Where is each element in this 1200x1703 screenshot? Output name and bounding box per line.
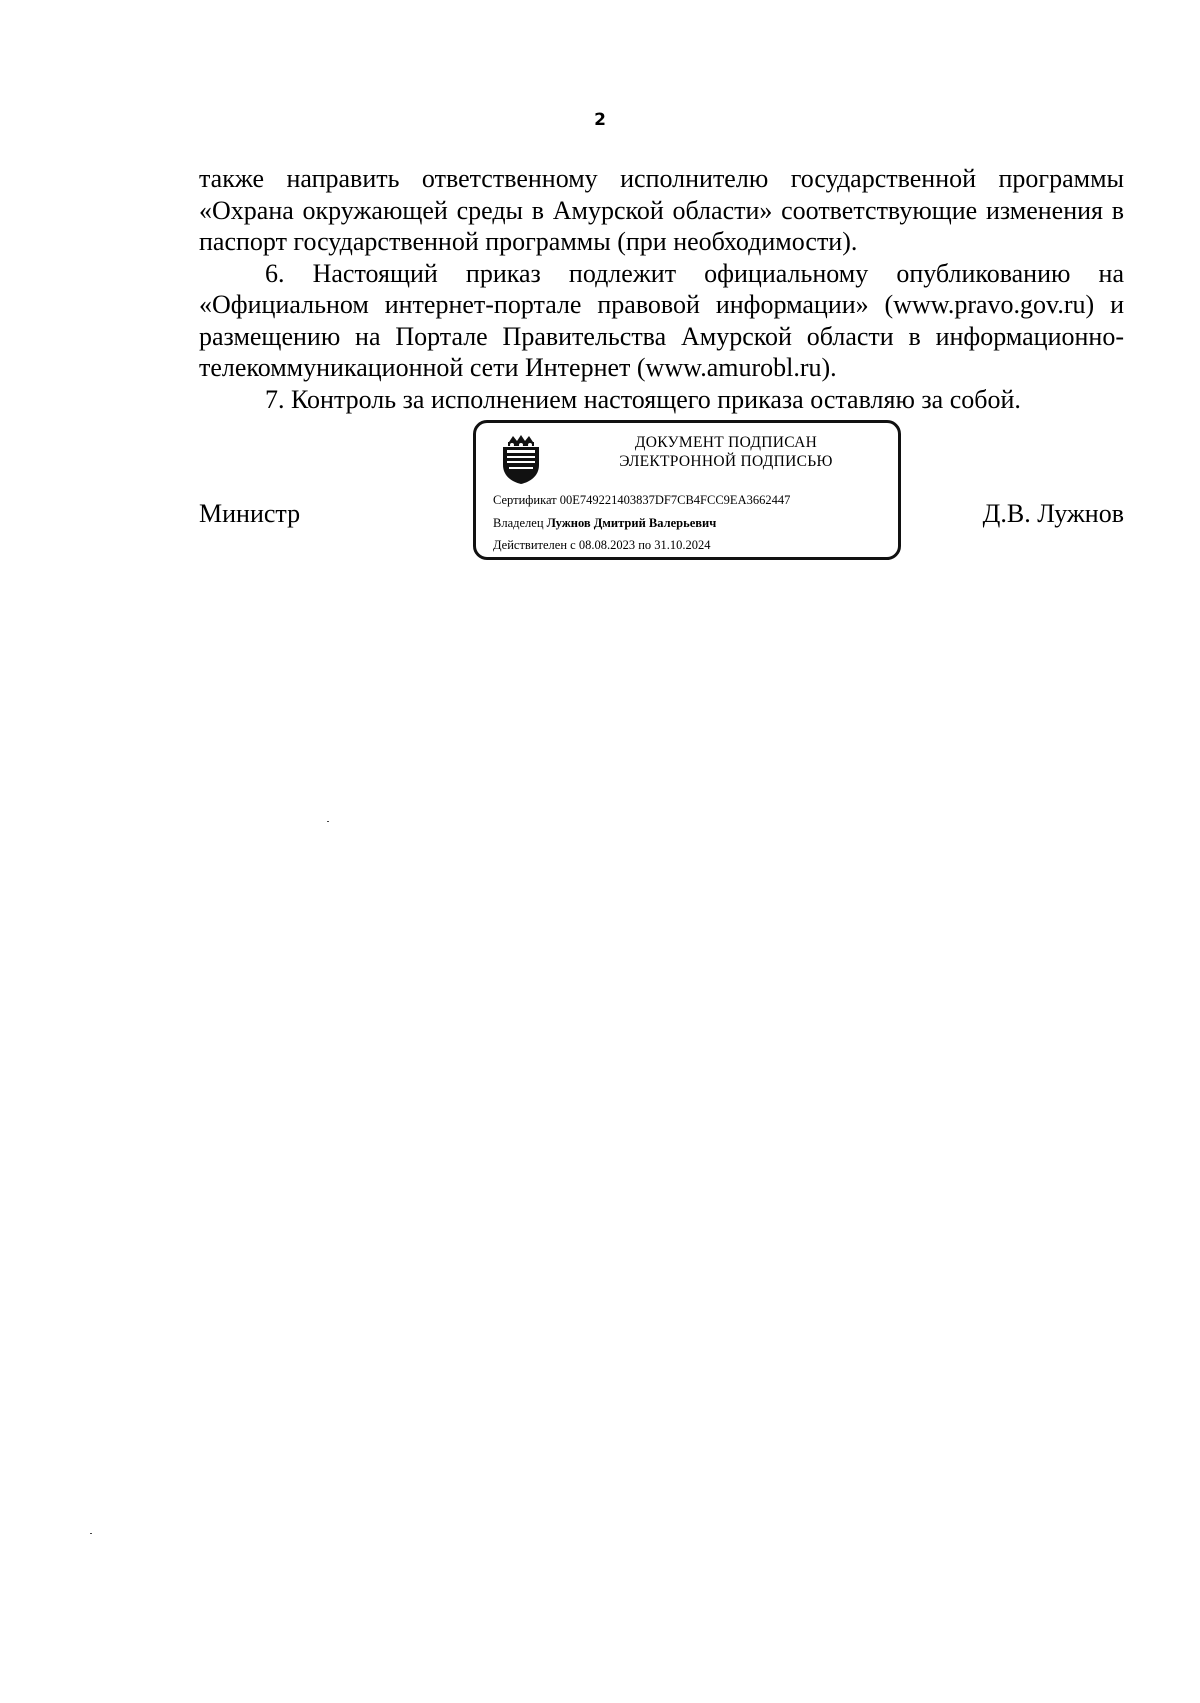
stamp-owner [493, 516, 716, 531]
paragraph-continuation: также направить ответственному исполнителю государственной программы «Охрана окружающей среды в Амурской области» соответствующие изменения в паспорт государственной программы (при необходимости). [199, 164, 1124, 256]
owner-name: Лужнов Дмитрий Валерьевич [546, 516, 717, 530]
certificate-number: 00E749221403837DF7CB4FCC9EA3662447 [559, 493, 791, 507]
valid-from-date: 08.08.2023 [578, 538, 636, 552]
electronic-signature-stamp [473, 420, 901, 560]
document-body [199, 163, 1124, 415]
valid-from-label: Действителен с [493, 538, 576, 552]
stamp-title [576, 433, 876, 471]
stamp-certificate [493, 493, 790, 508]
page-number: 2 [594, 110, 606, 130]
owner-label: Владелец [493, 516, 544, 530]
certificate-label: Сертификат [493, 493, 557, 507]
paragraph-6: 6. Настоящий приказ подлежит официальному опубликованию на «Официальном интернет-портале правовой информации» (www.pravo.gov.ru) и размещению на Портале Правительства Амурской области в информационно-телекоммуникационной сети Интернет (www.amurobl.ru). [199, 258, 1124, 382]
stamp-validity [493, 538, 711, 553]
stamp-title-line-2: ЭЛЕКТРОННОЙ ПОДПИСЬЮ [619, 453, 833, 470]
signer-name: Д.В. Лужнов [982, 499, 1124, 528]
coat-of-arms-icon [499, 433, 543, 485]
signer-position: Министр [199, 499, 301, 528]
stamp-title-line-1: ДОКУМЕНТ ПОДПИСАН [634, 434, 818, 451]
valid-to-date: 31.10.2024 [654, 538, 711, 552]
paragraph-7: 7. Контроль за исполнением настоящего приказа оставляю за собой. [265, 384, 1021, 414]
scan-speck [90, 1533, 92, 1534]
scan-speck [327, 821, 329, 822]
valid-to-label: по [638, 538, 652, 552]
